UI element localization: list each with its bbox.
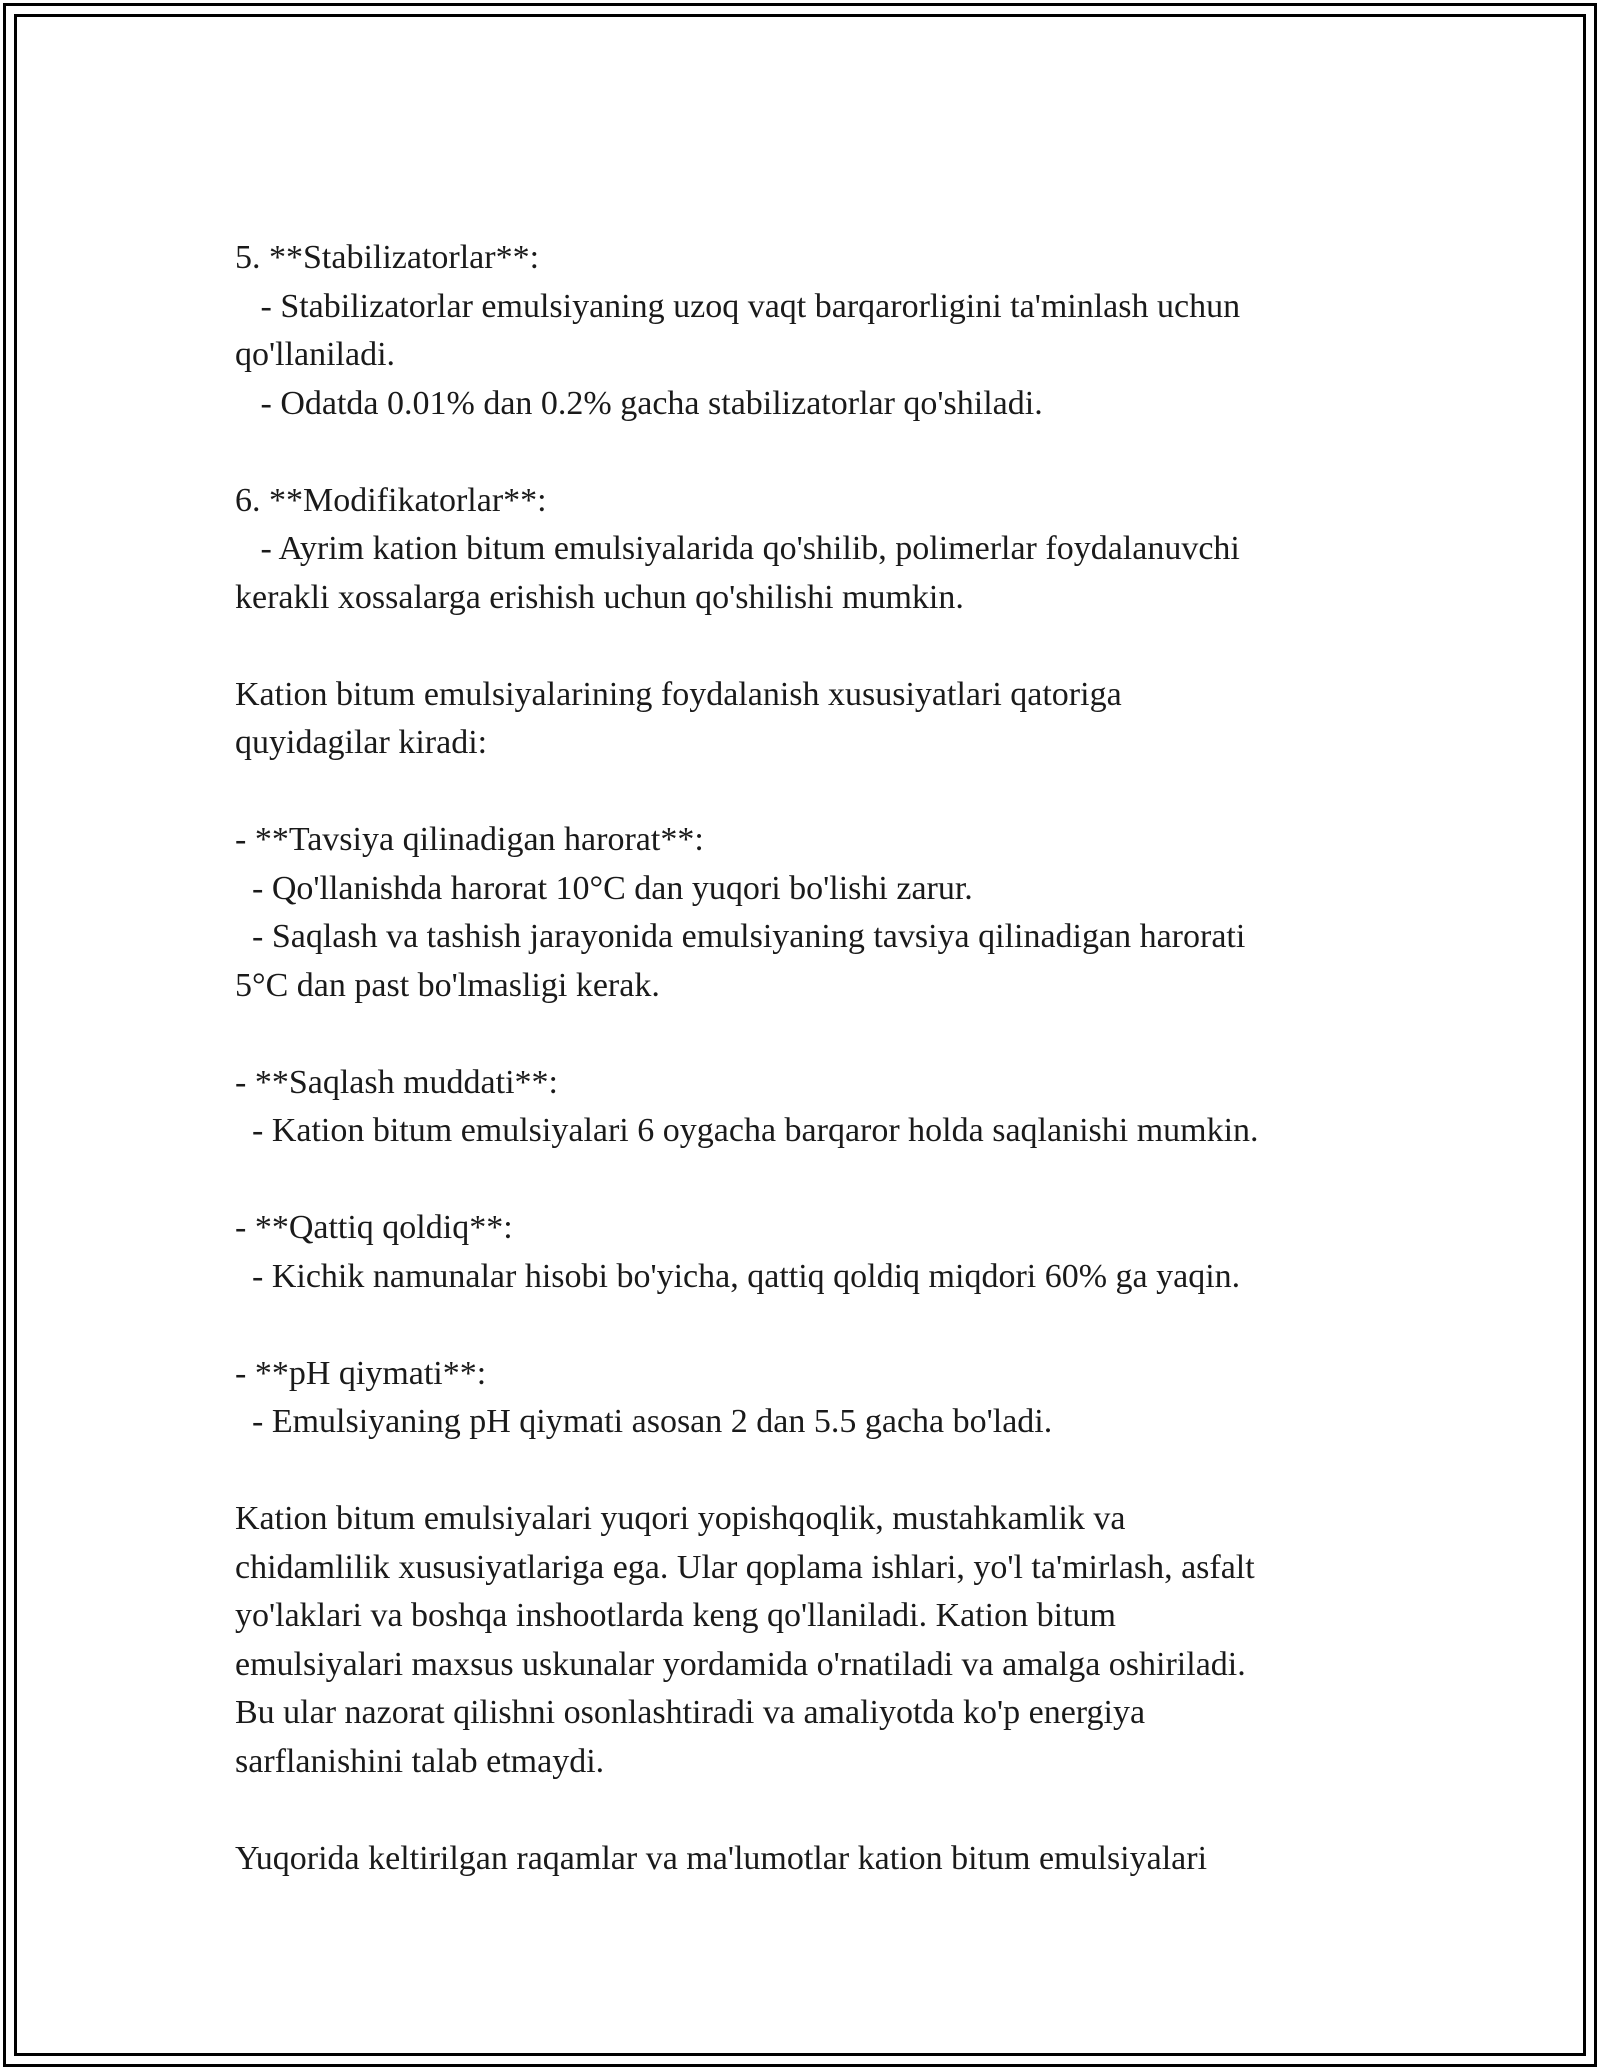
text-line: quyidagilar kiradi: xyxy=(235,724,488,761)
section-modifikatorlar xyxy=(235,477,1365,623)
spacer xyxy=(235,1301,1365,1350)
section-heading: - **Qattiq qoldiq**: xyxy=(235,1209,513,1246)
text-line: - Kichik namunalar hisobi bo'yicha, qattiq qoldiq miqdori 60% ga yaqin. xyxy=(235,1257,1241,1295)
text-line: - Emulsiyaning pH qiymati asosan 2 dan 5.5 gacha bo'ladi. xyxy=(235,1403,1053,1440)
text-line: chidamlilik xususiyatlariga ega. Ular qoplama ishlari, yo'l ta'mirlash, asfalt xyxy=(235,1548,1255,1586)
text-line: - Kation bitum emulsiyalari 6 oygacha barqaror holda saqlanishi mumkin. xyxy=(235,1112,1259,1149)
text-line: - Odatda 0.01% dan 0.2% gacha stabilizatorlar qo'shiladi. xyxy=(235,384,1043,422)
text-line: Yuqorida keltirilgan raqamlar va ma'lumotlar kation bitum emulsiyalari xyxy=(235,1839,1208,1877)
section-saqlash-muddati xyxy=(235,1059,1365,1156)
spacer xyxy=(235,768,1365,817)
text-line: qo'llaniladi. xyxy=(235,336,396,373)
text-line: sarflanishini talab etmaydi. xyxy=(235,1742,605,1780)
text-line: yo'laklari va boshqa inshootlarda keng qo'llaniladi. Kation bitum xyxy=(235,1597,1116,1634)
spacer xyxy=(235,1786,1365,1835)
text-line: - Ayrim kation bitum emulsiyalarida qo'shilib, polimerlar foydalanuvchi xyxy=(235,530,1240,567)
paragraph-intro xyxy=(235,671,1365,768)
section-heading: 6. **Modifikatorlar**: xyxy=(235,481,547,519)
section-stabilizatorlar xyxy=(235,234,1365,428)
text-line: 5°C dan past bo'lmasligi kerak. xyxy=(235,966,660,1004)
spacer xyxy=(235,428,1365,477)
paragraph-summary xyxy=(235,1495,1365,1786)
section-qattiq-qoldiq xyxy=(235,1204,1365,1301)
text-line: - Qo'llanishda harorat 10°C dan yuqori bo'lishi zarur. xyxy=(235,869,973,907)
text-line: Kation bitum emulsiyalari yuqori yopishqoqlik, mustahkamlik va xyxy=(235,1500,1126,1537)
section-heading: - **Tavsiya qilinadigan harorat**: xyxy=(235,821,704,858)
spacer xyxy=(235,1010,1365,1059)
section-heading: - **pH qiymati**: xyxy=(235,1354,487,1392)
text-line: Bu ular nazorat qilishni osonlashtiradi va amaliyotda ko'p energiya xyxy=(235,1694,1146,1731)
spacer xyxy=(235,622,1365,671)
text-line: emulsiyalari maxsus uskunalar yordamida o'rnatiladi va amalga oshiriladi. xyxy=(235,1645,1246,1683)
text-line: - Stabilizatorlar emulsiyaning uzoq vaqt barqarorligini ta'minlash uchun xyxy=(235,287,1241,325)
section-heading: 5. **Stabilizatorlar**: xyxy=(235,239,540,276)
text-line: - Saqlash va tashish jarayonida emulsiyaning tavsiya qilinadigan harorati xyxy=(235,918,1246,955)
section-heading: - **Saqlash muddati**: xyxy=(235,1063,558,1101)
section-ph-qiymati xyxy=(235,1350,1365,1447)
text-line: Kation bitum emulsiyalarining foydalanish xususiyatlari qatoriga xyxy=(235,675,1122,713)
document-body xyxy=(235,234,1365,1883)
paragraph-closing xyxy=(235,1835,1365,1884)
section-harorat xyxy=(235,816,1365,1010)
spacer xyxy=(235,1447,1365,1496)
text-line: kerakli xossalarga erishish uchun qo'shilishi mumkin. xyxy=(235,578,964,616)
spacer xyxy=(235,1156,1365,1205)
